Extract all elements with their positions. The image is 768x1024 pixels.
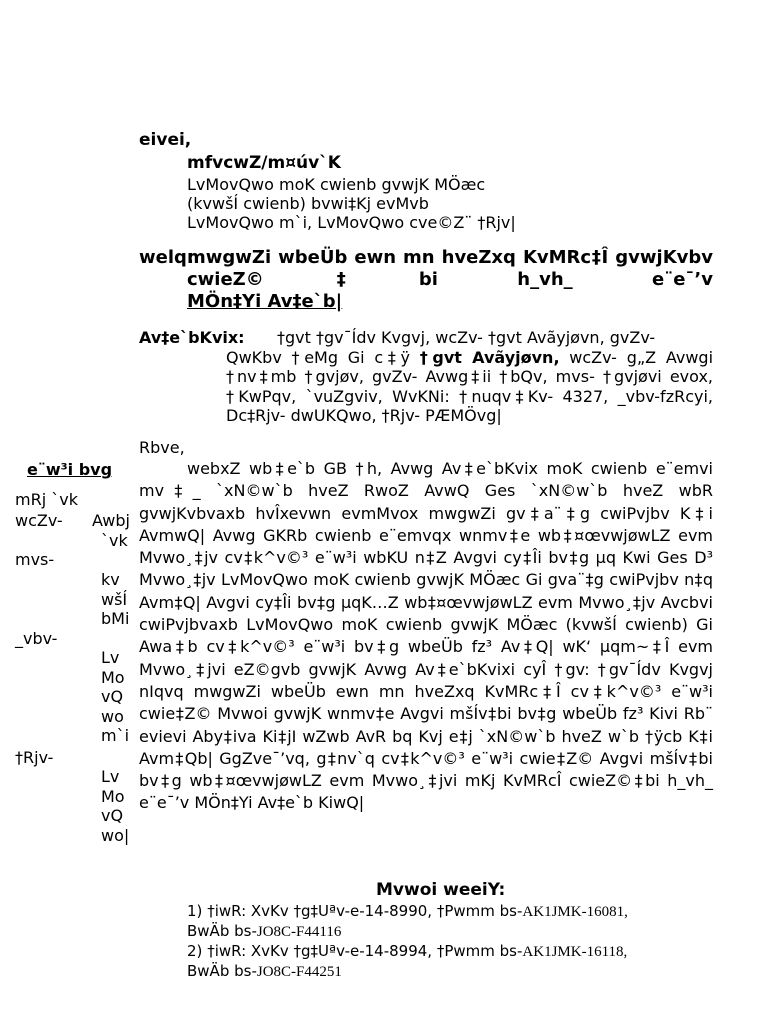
side-right-text: m`i — [101, 726, 130, 745]
side-right-block — [101, 767, 129, 845]
side-right-text: Lv — [101, 767, 120, 786]
vehicle-list — [187, 902, 713, 982]
side-left-item: †Rjv- — [15, 748, 54, 767]
side-right-text: wšÍ — [101, 589, 128, 609]
side-right-text: Mo — [101, 786, 125, 806]
vehicle-num: 1) — [187, 902, 203, 920]
side-left-item: mRj `vk — [15, 490, 78, 509]
applicant-first-line: †gvt †gv¯Ídv Kvgvj, wcZv- †gvt Avãyjøvn, gvZv- — [277, 328, 656, 347]
side-right-text: vQ — [101, 806, 124, 825]
vehicle-reg: †iwR: XvKv †g‡Uªv-e-14-8994, †Pwmm bs- — [207, 942, 523, 960]
vehicle-chassis: AK1JMK-16118, — [522, 944, 628, 960]
address-line: LvMovQwo m`i, LvMovQwo cve©Z¨ †Rjv| — [187, 213, 516, 232]
subject-text: mwgwZi wbeÜb ewn mn hveZxq KvMRc‡Î gvwjKvbv cwieZ©‡bi h_vh_ e¨e¯’v — [187, 247, 713, 290]
applicant-block — [139, 328, 713, 426]
side-left-item: _vbv- — [15, 629, 58, 648]
vehicle-engine-line — [187, 922, 713, 942]
greeting: Rbve, — [139, 438, 185, 457]
subject-label: welq: — [139, 247, 195, 268]
applicant-details-b: wcZv- g„Z Avwgi †nv‡mb †gvjøv, gvZv- Avwg‡ii †bQv, mvs- †gvjøvi evox, †KwPqv, `vuZgviv, WvKNi: †nuqv‡Kv- 4327, _vbv-fzRcyi, Dc‡Rjv- dwUKQwo, †Rjv- PÆMÖvg| — [226, 347, 714, 426]
side-right-text: kv — [101, 570, 120, 589]
vehicle-engine-line — [187, 962, 713, 982]
side-right-text: wo| — [101, 825, 130, 845]
vehicle-item — [187, 902, 713, 922]
side-left-item: mvs- — [15, 550, 55, 569]
vehicle-num: 2) — [187, 942, 203, 960]
side-right-text: bMi — [101, 609, 130, 628]
vehicle-item — [187, 942, 713, 962]
applicant-details — [226, 348, 713, 426]
side-right-text: Mo — [101, 667, 125, 687]
recipient-address — [187, 175, 516, 232]
side-right-block — [101, 648, 129, 746]
side-right-text: `vk — [101, 530, 128, 550]
side-right-block — [92, 511, 130, 550]
recipient-title: eivei, — [139, 130, 192, 150]
applicant-name-bold: †gvt Avãyjøvn, — [419, 347, 560, 367]
vehicle-details-title: Mvwoi weeiY: — [376, 880, 506, 900]
side-right-text: wo — [101, 706, 124, 726]
vehicle-chassis: AK1JMK-16081, — [522, 904, 628, 920]
side-right-text: Lv — [101, 648, 120, 667]
side-left-item: wcZv- — [15, 511, 63, 530]
applicant-details-a: QwKbv †eMg Gi c‡ÿ — [226, 347, 420, 367]
recipient-name: mfvcwZ/m¤úv`K — [187, 153, 341, 173]
engine-label: BwÄb bs- — [187, 962, 257, 980]
address-line: LvMovQwo moK cwienb gvwjK MÖæc — [187, 175, 486, 194]
subject-block — [139, 247, 713, 313]
applicant-label: Av‡e`bKvix: — [139, 328, 245, 347]
address-line: (kvwšÍ cwienb) bvwi‡Kj evMvb — [187, 194, 429, 213]
engine-label: BwÄb bs- — [187, 922, 257, 940]
subject-underlined: MÖn‡Yi Av‡e`b| — [187, 291, 343, 312]
engine-number: JO8C-F44251 — [256, 964, 342, 980]
side-right-text: vQ — [101, 687, 124, 706]
side-right-text: Awbj — [92, 511, 130, 530]
vehicle-reg: †iwR: XvKv †g‡Uªv-e-14-8990, †Pwmm bs- — [207, 902, 523, 920]
letter-body: webxZ wb‡e`b GB †h, Avwg Av‡e`bKvix moK cwienb e¨emvi mv‡_ `xN©w`b hveZ RwoZ AvwQ Ges `xN©w`b hveZ wbR gvwjKvbvaxb hvÎxevwn evmMvox mwgwZi gv‡a¨‡g cwiPvjbv K‡i AvmwQ| Avwg GKRb cwienb e¨emvqx wnmv‡e wb‡¤œvwjøwLZ evm Mvwo¸‡jv cv‡k^v©³ e¨w³i wbKU n‡Z Avgvi cy‡Îi bv‡g µq Kwi Ges D³ Mvwo¸‡jv LvMovQwo moK cwienb gvwjK MÖæc Gi gva¨‡g cwiPvjbv n‡q Avm‡Q| Avgvi cy‡Îi bv‡g µqK…Z wb‡¤œvwjøwLZ evm Mvwo¸‡jv Avcbvi cwiPvjbvaxb LvMovQwo moK cwienb gvwjK MÖæc (kvwšÍ cwienb) Gi Awa‡b cv‡k^v©³ e¨w³i bv‡g wbeÜb fz³ Av‡Q| wK‘ µqm~‡Î evm Mvwo¸‡jvi eZ©gvb gvwjK Avwg Av‡e`bKvixi cyÎ †gv: †gv¯Ídv Kvgvj nIqvq mwgwZi wbeÜb ewn mn hveZxq KvMRc‡Î cv‡k^v©³ e¨w³i cwie‡Z© Mvwoi gvwjK wnmv‡e Avgvi mšÍv‡bi bv‡g wbeÜb fz³ Kivi Rb¨ evievi Aby‡iva Ki‡jI wZwb AvR bq Kvj e‡j `xN©w`b hveZ w`b †ÿcb K‡i Avm‡Qb| GgZve¯’vq, g‡nv`q cv‡k^v©³ e¨w³i cwie‡Z© Avgvi mšÍv‡bi bv‡g wb‡¤œvwjøwLZ evm Mvwo¸‡jvi mKj KvMRcÎ cwieZ©‡bi h_vh_ e¨e¯’v MÖn‡Yi Av‡e`b KiwQ| — [139, 459, 713, 813]
side-title: e¨w³i bvg — [27, 460, 113, 479]
engine-number: JO8C-F44116 — [256, 924, 342, 940]
side-right-block — [101, 570, 129, 629]
